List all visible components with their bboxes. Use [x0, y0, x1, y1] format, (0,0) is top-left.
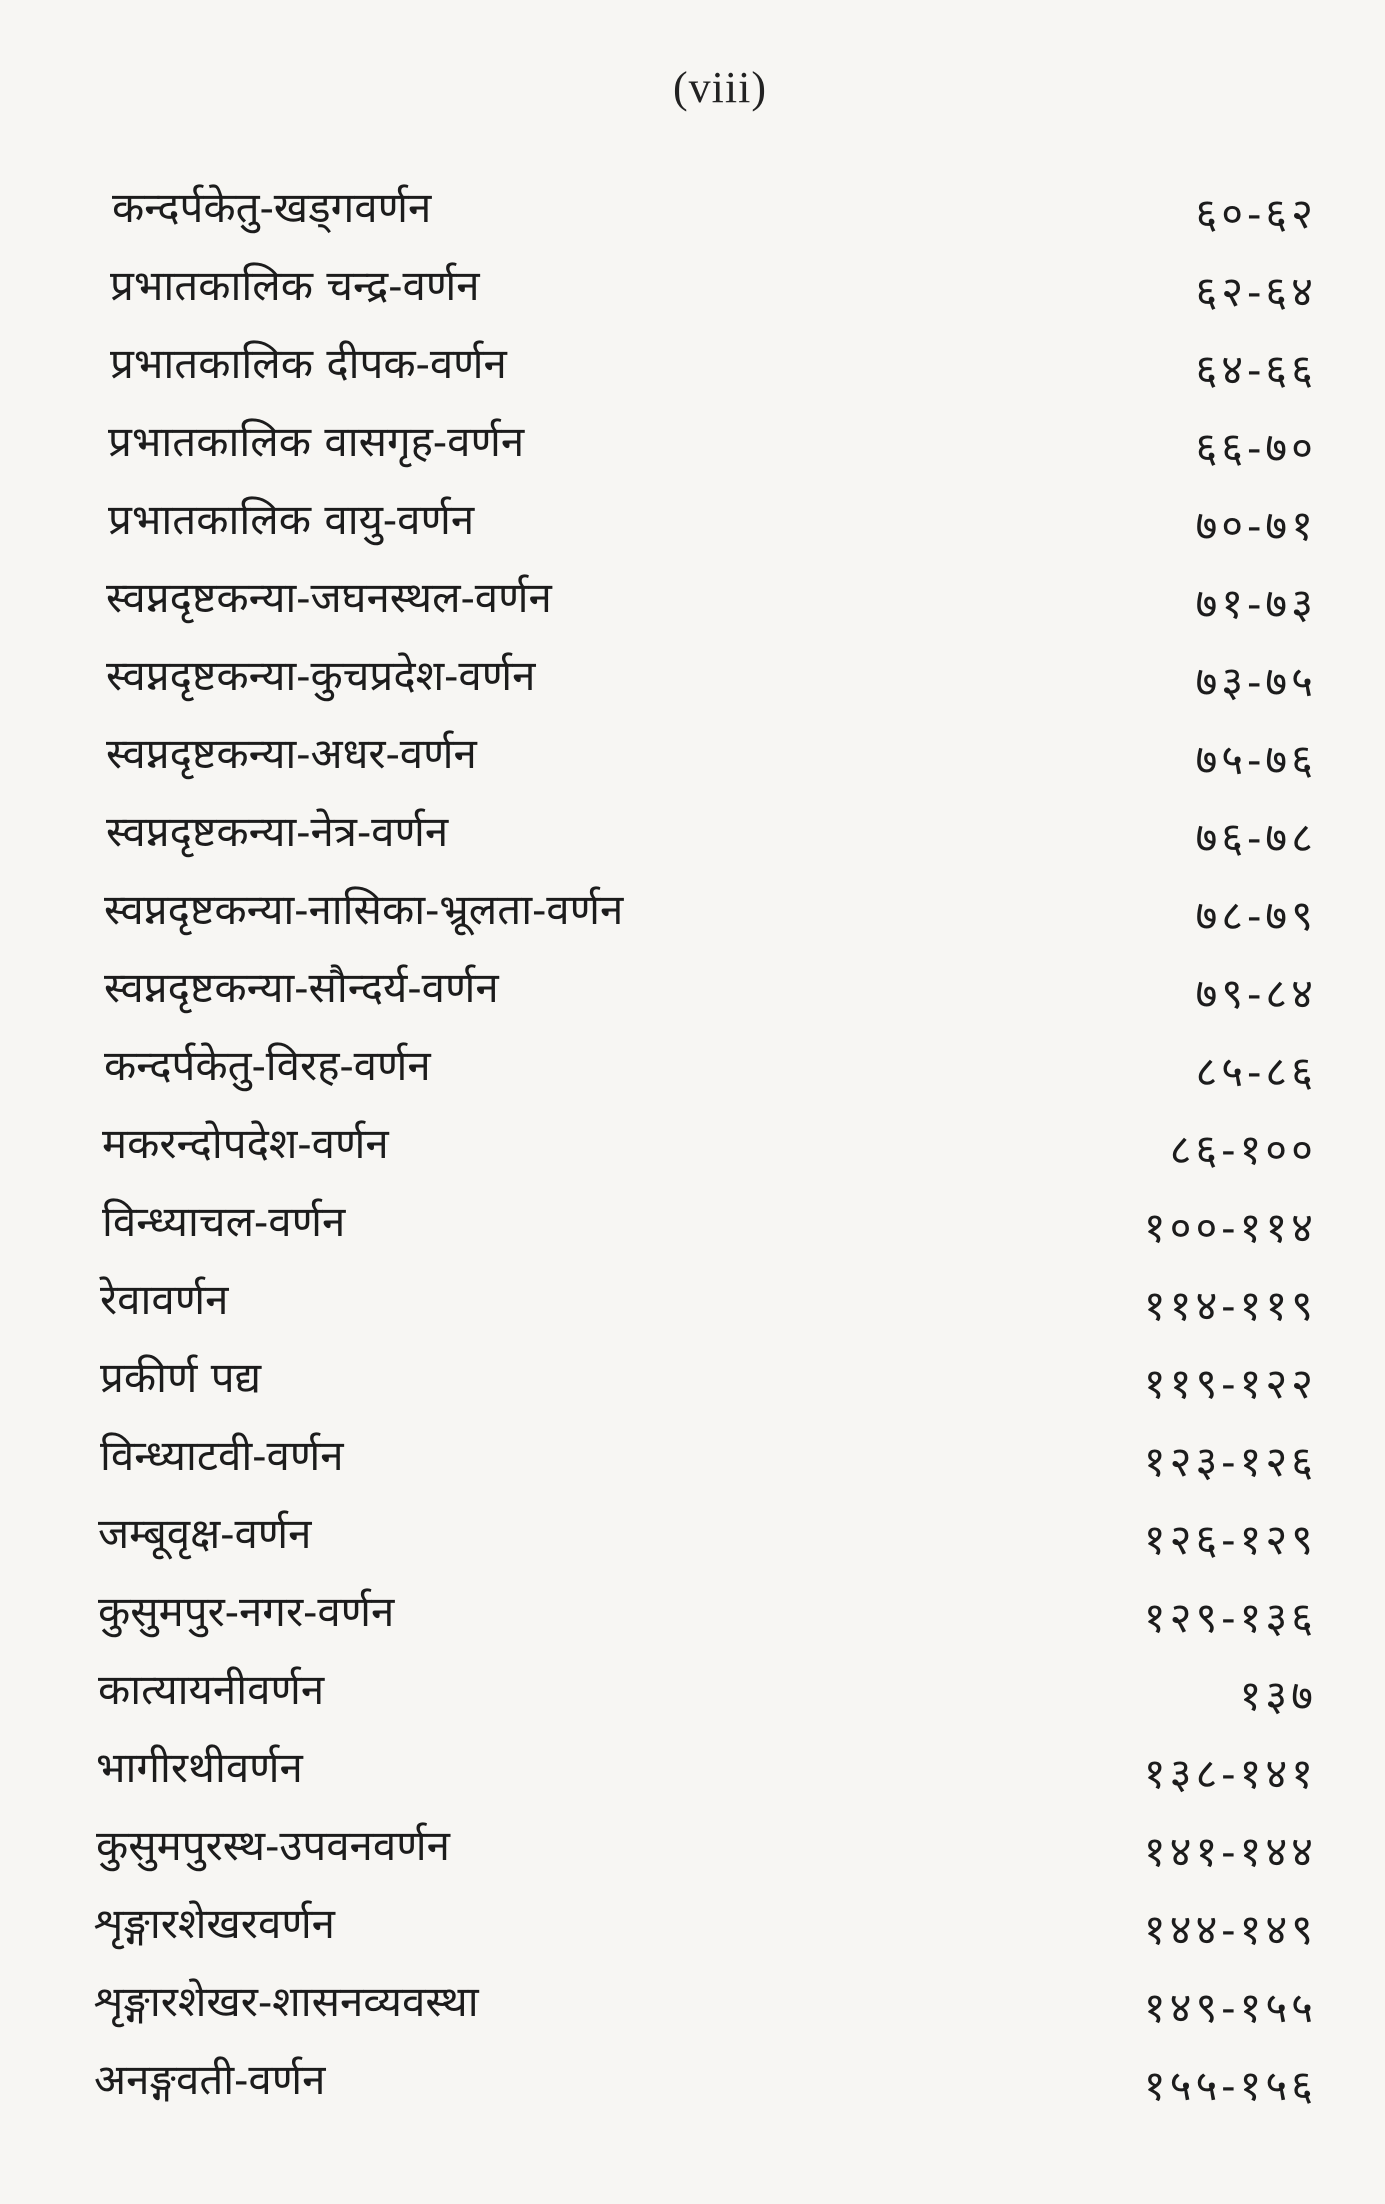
toc-entry-title: अनङ्गवती-वर्णन	[94, 2055, 326, 2104]
toc-row	[0, 1350, 1385, 1428]
toc-entry-pages: १४१-१४४	[1143, 1827, 1317, 1876]
toc-entry-title: विन्ध्याटवी-वर्णन	[100, 1431, 344, 1480]
toc-entry-title: स्वप्नदृष्टकन्या-कुचप्रदेश-वर्णन	[106, 651, 536, 700]
toc-row	[0, 414, 1385, 492]
toc-row	[0, 2052, 1385, 2130]
toc-entry-title: कन्दर्पकेतु-विरह-वर्णन	[104, 1041, 431, 1090]
toc-entry-title: प्रभातकालिक वायु-वर्णन	[108, 495, 475, 544]
toc-entry-pages: १३८-१४१	[1143, 1749, 1317, 1798]
toc-entry-pages: ७९-८४	[1195, 969, 1317, 1018]
toc-entry-pages: १००-११४	[1143, 1203, 1317, 1252]
toc-entry-pages: ६४-६६	[1195, 345, 1317, 394]
toc-entry-pages: ७०-७१	[1195, 501, 1317, 550]
toc-row	[0, 726, 1385, 804]
toc-row	[0, 258, 1385, 336]
toc-entry-title: कन्दर्पकेतु-खड्गवर्णन	[112, 183, 432, 232]
toc-row	[0, 1896, 1385, 1974]
toc-row	[0, 960, 1385, 1038]
toc-row	[0, 180, 1385, 258]
toc-entry-title: कुसुमपुरस्थ-उपवनवर्णन	[96, 1821, 450, 1870]
toc-entry-title: स्वप्नदृष्टकन्या-जघनस्थल-वर्णन	[106, 573, 552, 622]
toc-row	[0, 804, 1385, 882]
toc-entry-pages: १२३-१२६	[1143, 1437, 1317, 1486]
toc-entry-title: प्रकीर्ण पद्य	[100, 1353, 262, 1402]
toc-entry-title: स्वप्नदृष्टकन्या-अधर-वर्णन	[106, 729, 477, 778]
toc-entry-title: शृङ्गारशेखरवर्णन	[94, 1899, 335, 1948]
toc-entry-title: शृङ्गारशेखर-शासनव्यवस्था	[94, 1977, 479, 2026]
toc-entry-title: स्वप्नदृष्टकन्या-सौन्दर्य-वर्णन	[104, 963, 499, 1012]
toc-entry-title: जम्बूवृक्ष-वर्णन	[98, 1509, 312, 1558]
toc-entry-pages: ६६-७०	[1195, 423, 1317, 472]
toc-row	[0, 1272, 1385, 1350]
toc-entry-title: स्वप्नदृष्टकन्या-नासिका-भ्रूलता-वर्णन	[104, 885, 624, 934]
toc-entry-pages: ८६-१००	[1169, 1125, 1317, 1174]
toc-row	[0, 648, 1385, 726]
toc-entry-title: स्वप्नदृष्टकन्या-नेत्र-वर्णन	[106, 807, 449, 856]
toc-entry-pages: ७६-७८	[1195, 813, 1317, 862]
toc-entry-title: प्रभातकालिक चन्द्र-वर्णन	[110, 261, 480, 310]
toc-row	[0, 1038, 1385, 1116]
toc-row	[0, 1428, 1385, 1506]
toc-row	[0, 1116, 1385, 1194]
toc-entry-pages: ११४-११९	[1143, 1281, 1317, 1330]
toc-entry-pages: ७१-७३	[1195, 579, 1317, 628]
toc-entry-title: प्रभातकालिक वासगृह-वर्णन	[108, 417, 525, 466]
toc-row	[0, 570, 1385, 648]
toc-row	[0, 1584, 1385, 1662]
toc-entry-pages: ६२-६४	[1195, 267, 1317, 316]
toc-entry-title: रेवावर्णन	[100, 1275, 229, 1324]
toc-entry-pages: १४४-१४९	[1143, 1905, 1317, 1954]
toc-entry-pages: १४९-१५५	[1143, 1983, 1317, 2032]
toc-entry-pages: ७८-७९	[1195, 891, 1317, 940]
toc-row	[0, 1974, 1385, 2052]
toc-entry-pages: १३७	[1239, 1671, 1317, 1720]
toc-entry-title: भागीरथीवर्णन	[96, 1743, 303, 1792]
toc-entry-pages: ११९-१२२	[1143, 1359, 1317, 1408]
toc-entry-pages: १२९-१३६	[1143, 1593, 1317, 1642]
toc-entry-title: कुसुमपुर-नगर-वर्णन	[98, 1587, 395, 1636]
toc-entry-title: कात्यायनीवर्णन	[98, 1665, 325, 1714]
toc-row	[0, 336, 1385, 414]
toc-entry-title: प्रभातकालिक दीपक-वर्णन	[110, 339, 507, 388]
toc-entry-pages: ८५-८६	[1195, 1047, 1317, 1096]
toc-row	[0, 1740, 1385, 1818]
toc-row	[0, 492, 1385, 570]
toc-row	[0, 1662, 1385, 1740]
toc-entry-pages: ७५-७६	[1195, 735, 1317, 784]
toc-entry-pages: ७३-७५	[1195, 657, 1317, 706]
toc-entry-title: विन्ध्याचल-वर्णन	[102, 1197, 346, 1246]
toc-entry-pages: १२६-१२९	[1143, 1515, 1317, 1564]
toc-row	[0, 882, 1385, 960]
toc-entry-pages: १५५-१५६	[1143, 2061, 1317, 2110]
toc-row	[0, 1194, 1385, 1272]
toc-entry-title: मकरन्दोपदेश-वर्णन	[102, 1119, 389, 1168]
page-number: (viii)	[673, 63, 767, 112]
toc-entry-pages: ६०-६२	[1195, 189, 1317, 238]
toc-row	[0, 1506, 1385, 1584]
toc-row	[0, 1818, 1385, 1896]
